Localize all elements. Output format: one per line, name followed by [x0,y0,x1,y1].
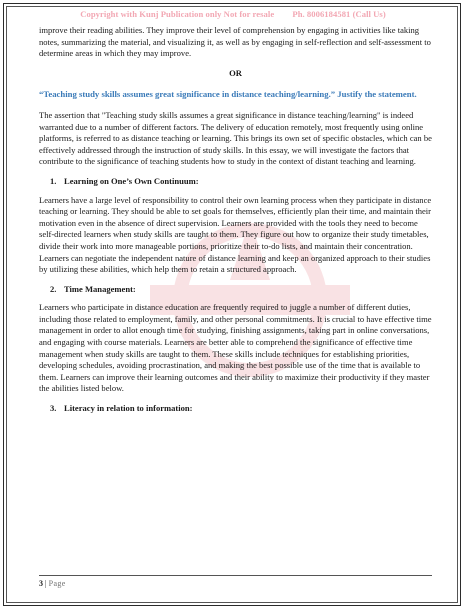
page-footer [39,575,432,588]
section-title: Learning on One’s Own Continuum: [64,175,199,186]
answer-intro: The assertion that "Teaching study skills assumes a great significance in distance teaching/learning" is indeed warranted due to a number of different factors. The delivery of education remotely, most frequently using online platforms, is referred to as distance teaching or learning. This brings its own set of specific obstacles, which can be effectively addressed through the instruction of study skills. In this essay, we will investigate the factors that contribute to the significance of teaching students how to study in the context of distant teaching and learning. [39,109,432,167]
section-3-heading [39,403,432,415]
section-2-heading [39,284,432,296]
intro-paragraph: improve their reading abilities. They improve their level of comprehension by engaging in activities like taking notes, summarizing the material, and visualizing it, as well as by engaging in self-reflection and self-assessment to determine areas in which they may improve. [39,25,431,59]
section-number: 3. [50,403,57,414]
section-1-heading [39,176,432,188]
copyright-notice: Copyright with Kunj Publication only Not for resale [80,9,275,19]
section-1-body: Learners have a large level of responsibility to control their own learning process when they participate in distance teaching or learning. They should be able to set goals for themselves, efficiently plan their time, and maintain their motivation even in the absence of direct supervision. Learners are provided with the tools they need to become self-directed learners when study skills are taught to them. They figure out how to organize their study timetables, divide their work into more manageable portions, prioritize their to-do lists, and maintain their concentration. Learners can negotiate the independent nature of distance learning and keep an organized approach to their studies by utilizing these abilities, which help them to retain a structured approach. [39,194,432,275]
section-number: 2. [50,283,57,294]
footer-separator: | [45,579,47,588]
section-title: Literacy in relation to information: [64,403,193,414]
section-title: Time Management: [64,283,136,294]
question-heading: “Teaching study skills assumes great significance in distance teaching/learning.” Justify the statement. [39,89,417,100]
phone-contact: Ph. 8006184581 (Call Us) [292,9,386,19]
section-number: 1. [50,175,57,186]
document-body [39,25,432,415]
page-number: 3 [39,579,43,588]
or-separator: OR [229,67,242,78]
page-header [0,9,466,19]
section-2-body: Learners who participate in distance education are frequently required to juggle a number of different duties, including those related to employment, family, and other personal commitments. It is crucial to have effective time management in order to allot enough time for studying, finishing assignments, taking part in online conversations, and engaging with course materials. Learners are better able to comprehend the significance of effective time management when study skills are taught to them. These skills include techniques for establishing priorities, developing schedules, avoiding procrastination, and making the best possible use of the time that is available to them. Learners can improve their learning outcomes and their ability to maximize their productivity if they master the abilities listed below. [39,302,432,394]
page-label: Page [48,579,66,588]
